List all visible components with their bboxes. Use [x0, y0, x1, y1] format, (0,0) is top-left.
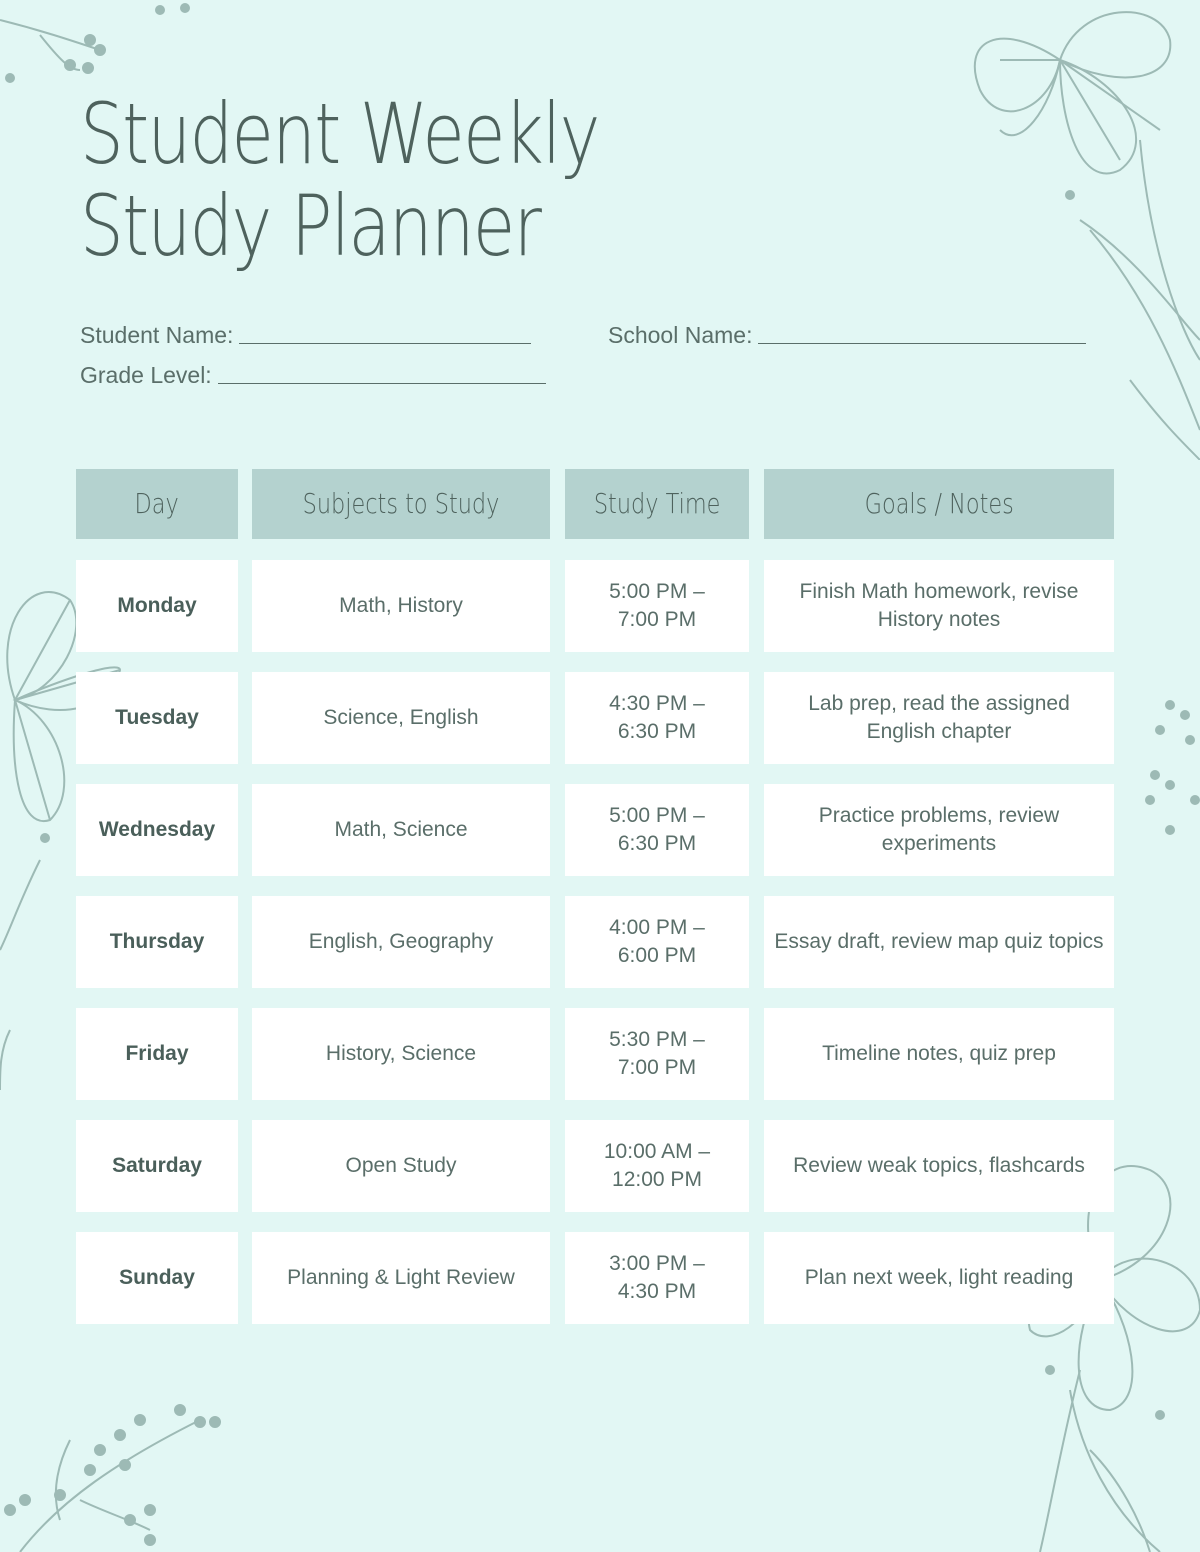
title-line-1: Student Weekly — [80, 85, 599, 183]
header-label: Subjects to Study — [302, 487, 500, 520]
floral-decoration-bottom-left — [0, 1400, 230, 1552]
grade-level-field[interactable] — [80, 362, 546, 389]
floral-decoration-top-right — [960, 0, 1200, 460]
goals-notes-cell — [764, 672, 1114, 764]
study-time-cell — [565, 1120, 749, 1212]
subjects-cell — [252, 672, 550, 764]
day-cell — [76, 560, 238, 652]
subjects-cell-text: Math, Science — [334, 818, 468, 841]
subjects-cell-text: English, Geography — [308, 930, 494, 953]
subjects-cell — [252, 1120, 550, 1212]
goals-notes-cell — [764, 1008, 1114, 1100]
study-time-cell-text: 7:00 PM — [617, 1056, 697, 1079]
study-time-cell-text: 5:00 PM – — [609, 804, 705, 827]
study-time-cell-text: 3:00 PM – — [609, 1252, 705, 1275]
day-cell-text: Monday — [117, 594, 197, 617]
goals-notes-cell-text: Timeline notes, quiz prep — [822, 1042, 1056, 1065]
day-cell — [76, 896, 238, 988]
page-title — [80, 85, 599, 275]
goals-notes-cell — [764, 1232, 1114, 1324]
study-time-cell-text: 6:00 PM — [617, 944, 697, 967]
subjects-cell — [252, 784, 550, 876]
floral-decoration-right-dots — [1140, 690, 1200, 840]
day-cell-text: Saturday — [112, 1154, 202, 1177]
study-time-cell — [565, 1232, 749, 1324]
school-name-line[interactable] — [758, 342, 1086, 344]
study-time-cell-text: 4:30 PM — [617, 1280, 697, 1303]
day-cell — [76, 1232, 238, 1324]
day-cell — [76, 672, 238, 764]
study-time-cell — [565, 784, 749, 876]
subjects-cell-text: Planning & Light Review — [287, 1266, 515, 1289]
study-time-cell-text: 10:00 AM – — [603, 1140, 711, 1163]
header-day — [76, 469, 238, 539]
subjects-cell-text: Open Study — [345, 1154, 457, 1177]
header-label: Study Time — [593, 487, 721, 520]
subjects-cell-text: Science, English — [323, 706, 479, 729]
header-subjects — [252, 469, 550, 539]
day-cell — [76, 1008, 238, 1100]
header-goals-notes — [764, 469, 1114, 539]
goals-notes-cell-text: Plan next week, light reading — [804, 1266, 1074, 1289]
goals-notes-cell — [764, 1120, 1114, 1212]
study-time-cell-text: 5:00 PM – — [609, 580, 705, 603]
student-name-label: Student Name: — [80, 322, 234, 348]
goals-notes-cell-text: Lab prep, read the assigned English chapter — [808, 692, 1070, 743]
subjects-cell — [252, 1232, 550, 1324]
goals-notes-cell-text: Practice problems, review experiments — [818, 804, 1060, 855]
subjects-cell-text: History, Science — [325, 1042, 477, 1065]
title-line-2: Study Planner — [80, 177, 541, 275]
study-time-cell — [565, 896, 749, 988]
study-time-cell-text: 7:00 PM — [617, 608, 697, 631]
day-cell-text: Friday — [125, 1042, 189, 1065]
school-name-field[interactable] — [608, 322, 1086, 349]
study-time-cell-text: 6:30 PM — [617, 720, 697, 743]
day-cell-text: Sunday — [119, 1266, 195, 1289]
grade-level-line[interactable] — [218, 382, 546, 384]
subjects-cell — [252, 1008, 550, 1100]
study-time-cell — [565, 672, 749, 764]
study-time-cell-text: 4:00 PM – — [609, 916, 705, 939]
day-cell-text: Tuesday — [115, 706, 199, 729]
student-name-line[interactable] — [239, 342, 531, 344]
subjects-cell-text: Math, History — [339, 594, 463, 617]
day-cell — [76, 784, 238, 876]
goals-notes-cell — [764, 784, 1114, 876]
study-time-cell-text: 12:00 PM — [612, 1168, 702, 1191]
goals-notes-cell-text: Finish Math homework, revise History notes — [799, 580, 1079, 631]
goals-notes-cell-text: Review weak topics, flashcards — [793, 1154, 1085, 1177]
subjects-cell — [252, 560, 550, 652]
school-name-label: School Name: — [608, 322, 753, 348]
grade-level-label: Grade Level: — [80, 362, 212, 388]
header-label: Day — [134, 487, 180, 520]
header-label: Goals / Notes — [864, 487, 1014, 520]
day-cell-text: Thursday — [109, 930, 205, 953]
study-time-cell-text: 4:30 PM – — [609, 692, 705, 715]
study-time-cell — [565, 1008, 749, 1100]
study-time-cell — [565, 560, 749, 652]
goals-notes-cell — [764, 896, 1114, 988]
study-time-cell-text: 5:30 PM – — [609, 1028, 705, 1051]
goals-notes-cell — [764, 560, 1114, 652]
goals-notes-cell-text: Essay draft, review map quiz topics — [774, 930, 1104, 953]
subjects-cell — [252, 896, 550, 988]
student-name-field[interactable] — [80, 322, 531, 349]
floral-decoration-top-left — [0, 0, 220, 90]
header-study-time — [565, 469, 749, 539]
day-cell — [76, 1120, 238, 1212]
day-cell-text: Wednesday — [98, 818, 216, 841]
study-time-cell-text: 6:30 PM — [617, 832, 697, 855]
